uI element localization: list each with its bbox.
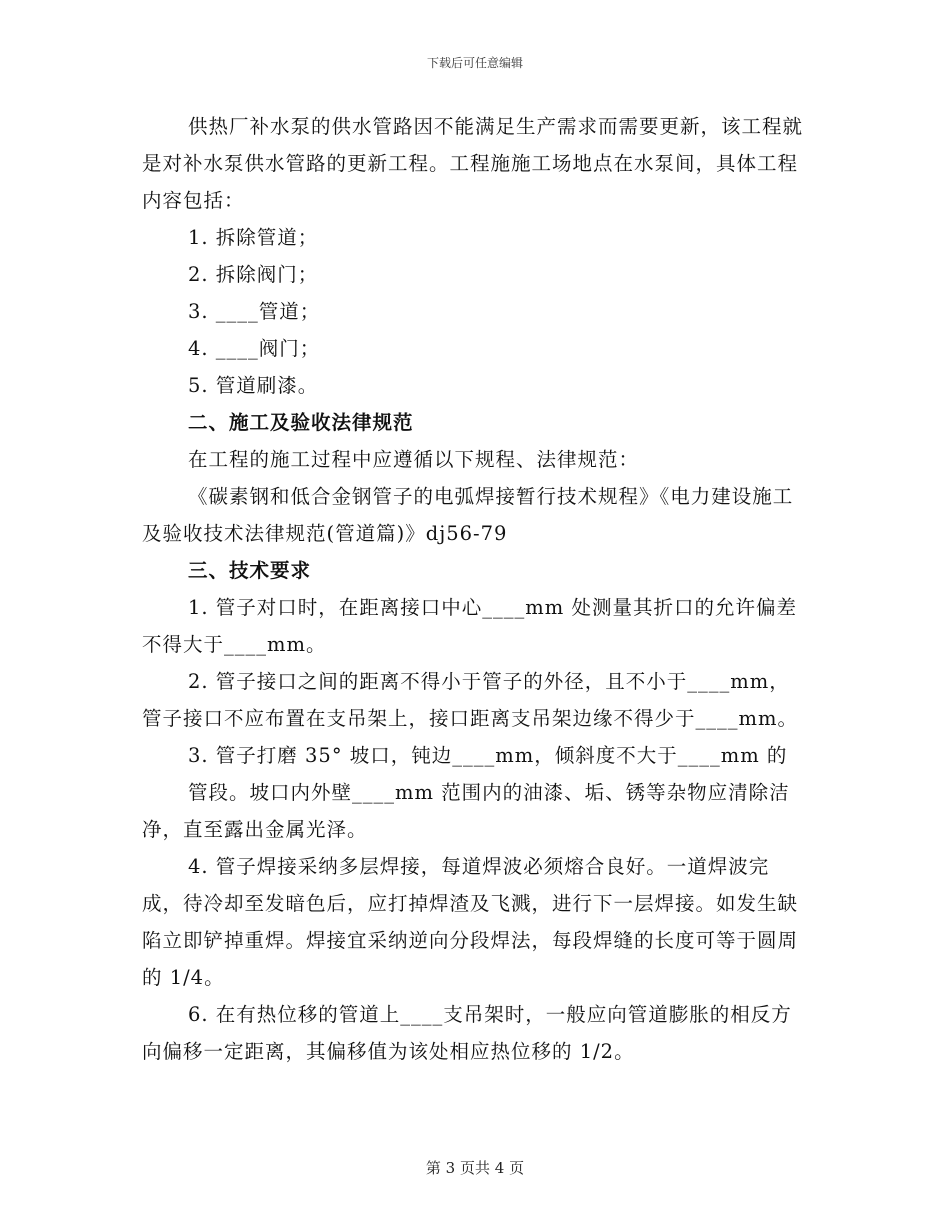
- requirement-4: 4. 管子焊接采纳多层焊接，每道焊波必须熔合良好。一道焊波完成，待冷却至发暗色后，应打掉焊渣及飞溅，进行下一层焊接。如发生缺陷立即铲掉重焊。焊接宜采纳逆向分段焊法，每段焊缝的长度可等于圆周的 1/4。: [142, 855, 799, 989]
- section3-heading: 三、技术要求: [188, 559, 312, 582]
- requirement-3-continued: 管段。坡口内外壁____mm 范围内的油漆、垢、锈等杂物应清除洁净，直至露出金属光泽。: [142, 781, 790, 841]
- requirement-6: 6. 在有热位移的管道上____支吊架时，一般应向管道膨胀的相反方向偏移一定距离，其偏移值为该处相应热位移的 1/2。: [142, 1003, 792, 1063]
- page-header: 下载后可任意编辑: [426, 56, 523, 70]
- section2-line1: 在工程的施工过程中应遵循以下规程、法律规范：: [188, 448, 640, 471]
- section2-line2: 《碳素钢和低合金钢管子的电弧焊接暂行技术规程》《电力建设施工及验收技术法律规范(管道篇)》dj56-79: [142, 485, 794, 545]
- section2-heading: 二、施工及验收法律规范: [188, 411, 414, 434]
- list-item: 1. 拆除管道；: [188, 226, 319, 249]
- intro-paragraph: 供热厂补水泵的供水管路因不能满足生产需求而需要更新，该工程就是对补水泵供水管路的更新工程。工程施施工场地点在水泵间，具体工程内容包括：: [142, 115, 804, 212]
- list-item: 3. ____管道；: [188, 300, 321, 323]
- list-item: 5. 管道刷漆。: [188, 374, 319, 397]
- requirement-2: 2. 管子接口之间的距离不得小于管子的外径，且不小于____mm，管子接口不应布置在支吊架上，接口距离支吊架边缘不得少于____mm。: [142, 670, 798, 730]
- list-item: 4. ____阀门；: [188, 337, 321, 360]
- document-body: [142, 108, 808, 1070]
- requirement-3: 3. 管子打磨 35° 坡口，钝边____mm，倾斜度不大于____mm 的: [188, 744, 788, 767]
- requirement-1: 1. 管子对口时，在距离接口中心____mm 处测量其折口的允许偏差不得大于____mm。: [142, 596, 797, 656]
- list-item: 2. 拆除阀门；: [188, 263, 319, 286]
- page-footer: 第 3 页共 4 页: [425, 1159, 525, 1177]
